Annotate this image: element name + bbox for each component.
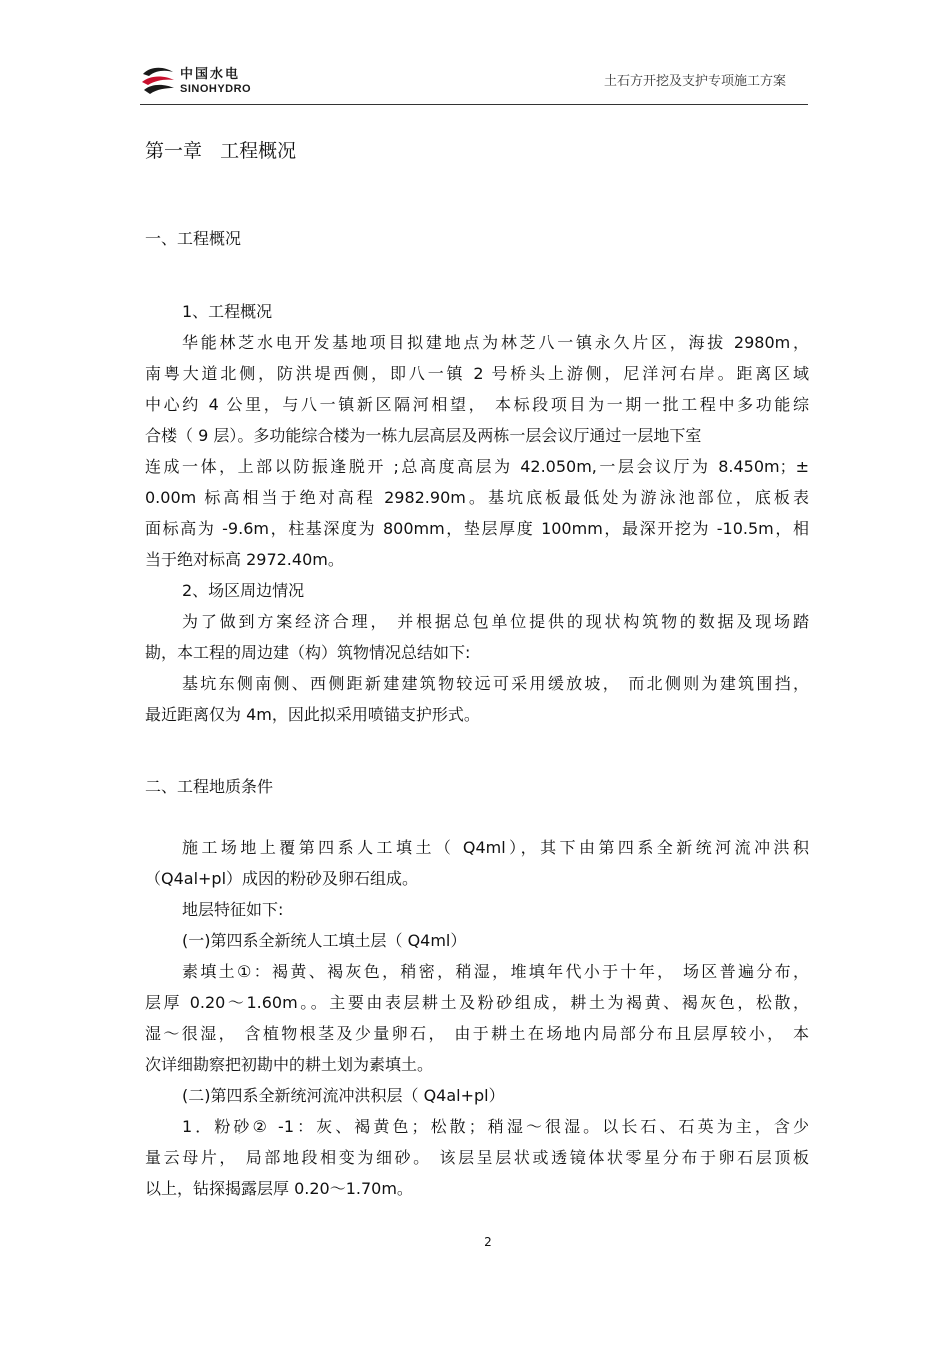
paragraph-line: 湿～很湿， 含植物根茎及少量卵石， 由于耕土在场地内局部分布且层厚较小， 本 bbox=[145, 1024, 809, 1043]
paragraph-line: （Q4al+pl）成因的粉砂及卵石组成。 bbox=[145, 869, 419, 888]
paragraph-line: 勘，本工程的周边建（构）筑物情况总结如下: bbox=[145, 643, 471, 662]
paragraph-line: 层厚 0.20～1.60m。。主要由表层耕土及粉砂组成，耕土为褐黄、褐灰色，松散， bbox=[145, 993, 809, 1012]
subsection-heading-project: 1、工程概况 bbox=[182, 302, 273, 321]
chapter-title: 第一章 工程概况 bbox=[145, 140, 297, 162]
paragraph-line: 为了做到方案经济合理， 并根据总包单位提供的现状构筑物的数据及现场踏 bbox=[182, 612, 809, 631]
section-heading-overview: 一、工程概况 bbox=[145, 229, 242, 248]
sinohydro-logo-icon bbox=[140, 64, 176, 98]
paragraph-line: 次详细勘察把初勘中的耕土划为素填土。 bbox=[145, 1055, 434, 1074]
paragraph-line: 素填土①：褐黄、褐灰色，稍密，稍湿，堆填年代小于十年， 场区普遍分布， bbox=[182, 962, 809, 981]
paragraph-line: 基坑东侧南侧、西侧距新建建筑物较远可采用缓放坡， 而北侧则为建筑围挡， bbox=[182, 674, 809, 693]
paragraph-line: 面标高为 -9.6m，柱基深度为 800mm，垫层厚度 100mm，最深开挖为 -10.5m，相 bbox=[145, 519, 809, 538]
subsection-heading-surroundings: 2、场区周边情况 bbox=[182, 581, 305, 600]
paragraph-line: 量云母片， 局部地段相变为细砂。 该层呈层状或透镜体状零星分布于卵石层顶板 bbox=[145, 1148, 809, 1167]
paragraph-line: 最近距离仅为 4m，因此拟采用喷锚支护形式。 bbox=[145, 705, 480, 724]
paragraph-line: 中心约 4 公里，与八一镇新区隔河相望， 本标段项目为一期一批工程中多功能综 bbox=[145, 395, 809, 414]
features-label: 地层特征如下: bbox=[182, 900, 284, 919]
paragraph-line: 1．粉砂② -1：灰、褐黄色；松散；稍湿～很湿。以长石、石英为主，含少 bbox=[182, 1117, 809, 1136]
layer2-heading: (二)第四系全新统河流冲洪积层（ Q4al+pl） bbox=[182, 1086, 505, 1105]
paragraph-line: 当于绝对标高 2972.40m。 bbox=[145, 550, 344, 569]
overview-block bbox=[145, 296, 809, 730]
logo-english-name: SINOHYDRO bbox=[180, 82, 252, 95]
paragraph-line: 合楼（ 9 层）。多功能综合楼为一栋九层高层及两栋一层会议厅通过一层地下室 bbox=[145, 426, 702, 445]
paragraph-line: 以上，钻探揭露层厚 0.20～1.70m。 bbox=[145, 1179, 413, 1198]
sinohydro-logo bbox=[140, 62, 251, 100]
page-header bbox=[140, 60, 808, 105]
section-heading-geology: 二、工程地质条件 bbox=[145, 777, 274, 796]
layer1-heading: (一)第四系全新统人工填土层（ Q4ml） bbox=[182, 931, 467, 950]
page-number: 2 bbox=[484, 1235, 492, 1249]
paragraph-line: 0.00m 标高相当于绝对高程 2982.90m。基坑底板最低处为游泳池部位，底板表 bbox=[145, 488, 809, 507]
paragraph-line: 南粤大道北侧，防洪堤西侧，即八一镇 2 号桥头上游侧，尼洋河右岸。距离区域 bbox=[145, 364, 809, 383]
document-title: 土石方开挖及支护专项施工方案 bbox=[603, 74, 786, 89]
paragraph-line: 连成一体，上部以防振逢脱开 ;总高度高层为 42.050m,一层会议厅为 8.450m；± bbox=[145, 457, 809, 476]
logo-chinese-name: 中国水电 bbox=[180, 66, 241, 82]
paragraph-line: 华能林芝水电开发基地项目拟建地点为林芝八一镇永久片区，海拔 2980m， bbox=[182, 333, 809, 352]
paragraph-line: 施工场地上覆第四系人工填土（ Q4ml），其下由第四系全新统河流冲洪积 bbox=[182, 838, 809, 857]
geology-block bbox=[145, 832, 809, 1204]
